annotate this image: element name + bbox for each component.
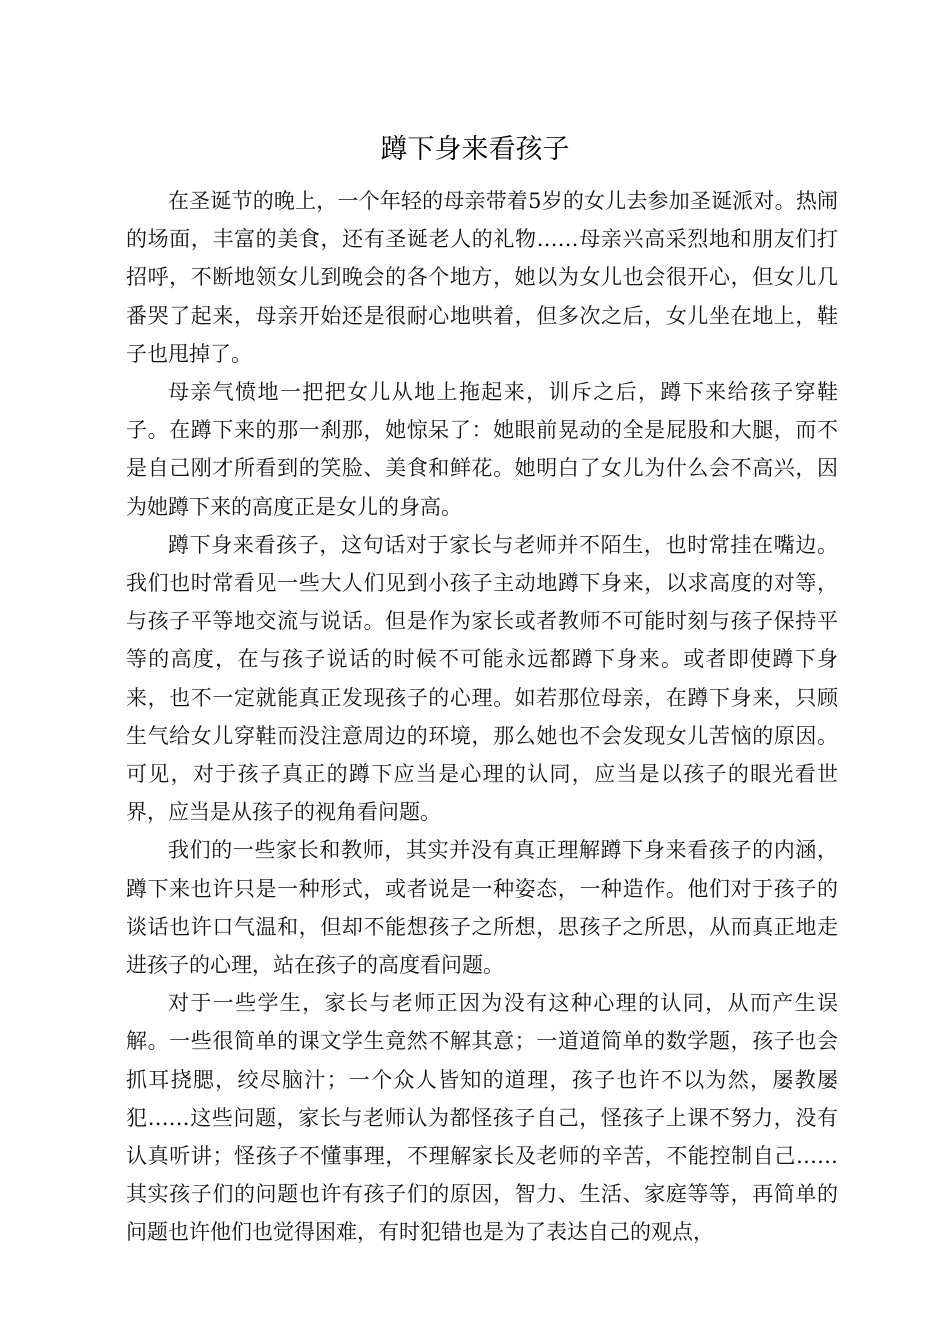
paragraph-2: 母亲气愤地一把把女儿从地上拖起来，训斥之后，蹲下来给孩子穿鞋子。在蹲下来的那一刹那，她惊呆了：她眼前晃动的全是屁股和大腿，而不是自己刚才所看到的笑脸、美食和鲜花。她明白了女儿为什么会不高兴，因为她蹲下来的高度正是女儿的身高。	[126, 380, 838, 519]
document-title: 蹲下身来看孩子	[380, 134, 570, 165]
paragraph-3: 蹲下身来看孩子，这句话对于家长与老师并不陌生，也时常挂在嘴边。我们也时常看见一些大人们见到小孩子主动地蹲下身来，以求高度的对等，与孩子平等地交流与说话。但是作为家长或者教师不可能时刻与孩子保持平等的高度，在与孩子说话的时候不可能永远都蹲下身来。或者即使蹲下身来，也不一定就能真正发现孩子的心理。如若那位母亲，在蹲下身来，只顾生气给女儿穿鞋而没注意周边的环境，那么她也不会发现女儿苦恼的原因。可见，对于孩子真正的蹲下应当是心理的认同，应当是以孩子的眼光看世界，应当是从孩子的视角看问题。	[126, 532, 838, 825]
document-body	[126, 182, 838, 1252]
paragraph-4: 我们的一些家长和教师，其实并没有真正理解蹲下身来看孩子的内涵，蹲下来也许只是一种形式，或者说是一种姿态，一种造作。他们对于孩子的谈话也许口气温和，但却不能想孩子之所想，思孩子之所思，从而真正地走进孩子的心理，站在孩子的高度看问题。	[126, 838, 838, 978]
paragraph-1: 在圣诞节的晚上，一个年轻的母亲带着5岁的女儿去参加圣诞派对。热闹的场面，丰富的美食，还有圣诞老人的礼物……母亲兴高采烈地和朋友们打招呼，不断地领女儿到晚会的各个地方，她以为女儿也会很开心，但女儿几番哭了起来，母亲开始还是很耐心地哄着，但多次之后，女儿坐在地上，鞋子也甩掉了。	[126, 189, 838, 366]
paragraph-5: 对于一些学生，家长与老师正因为没有这种心理的认同，从而产生误解。一些很简单的课文学生竟然不解其意；一道道简单的数学题，孩子也会抓耳挠腮，绞尽脑汁；一个众人皆知的道理，孩子也许不以为然，屡教屡犯……这些问题，家长与老师认为都怪孩子自己，怪孩子上课不努力，没有认真听讲；怪孩子不懂事理，不理解家长及老师的辛苦，不能控制自己……其实孩子们的问题也许有孩子们的原因，智力、生活、家庭等等，再简单的问题也许他们也觉得困难，有时犯错也是为了表达自己的观点，	[126, 991, 838, 1245]
